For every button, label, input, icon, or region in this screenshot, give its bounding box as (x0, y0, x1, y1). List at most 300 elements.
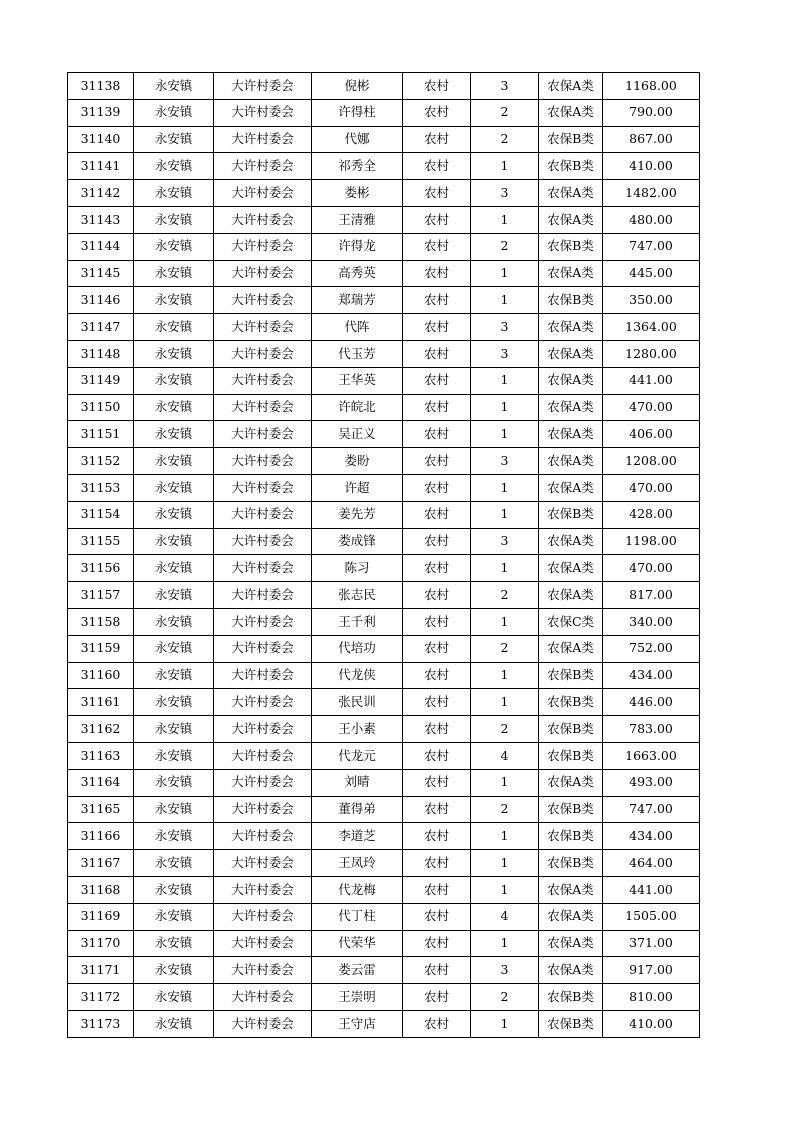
amount-cell: 790.00 (603, 99, 700, 126)
record-id-cell: 31157 (68, 582, 134, 609)
table-row (68, 769, 700, 796)
insurance-class-cell: 农保A类 (539, 260, 603, 287)
town-cell: 永安镇 (134, 582, 214, 609)
name-cell: 董得弟 (312, 796, 403, 823)
town-cell: 永安镇 (134, 126, 214, 153)
village-committee-cell: 大许村委会 (214, 314, 312, 341)
record-id-cell: 31145 (68, 260, 134, 287)
town-cell: 永安镇 (134, 662, 214, 689)
amount-cell: 747.00 (603, 796, 700, 823)
amount-cell: 350.00 (603, 287, 700, 314)
record-id-cell: 31169 (68, 903, 134, 930)
household-count-cell: 2 (471, 716, 539, 743)
town-cell: 永安镇 (134, 421, 214, 448)
name-cell: 代丁柱 (312, 903, 403, 930)
area-type-cell: 农村 (403, 796, 471, 823)
town-cell: 永安镇 (134, 769, 214, 796)
village-committee-cell: 大许村委会 (214, 769, 312, 796)
record-id-cell: 31170 (68, 930, 134, 957)
name-cell: 王千利 (312, 608, 403, 635)
village-committee-cell: 大许村委会 (214, 474, 312, 501)
table-row (68, 421, 700, 448)
town-cell: 永安镇 (134, 287, 214, 314)
table-row (68, 448, 700, 475)
amount-cell: 371.00 (603, 930, 700, 957)
town-cell: 永安镇 (134, 635, 214, 662)
name-cell: 许得柱 (312, 99, 403, 126)
table-row (68, 474, 700, 501)
roster-body (68, 73, 700, 1038)
area-type-cell: 农村 (403, 233, 471, 260)
record-id-cell: 31149 (68, 367, 134, 394)
household-count-cell: 4 (471, 903, 539, 930)
household-count-cell: 2 (471, 99, 539, 126)
household-count-cell: 1 (471, 930, 539, 957)
household-count-cell: 1 (471, 260, 539, 287)
area-type-cell: 农村 (403, 689, 471, 716)
table-row (68, 796, 700, 823)
table-row (68, 823, 700, 850)
table-row (68, 287, 700, 314)
amount-cell: 480.00 (603, 206, 700, 233)
amount-cell: 1364.00 (603, 314, 700, 341)
record-id-cell: 31153 (68, 474, 134, 501)
insurance-class-cell: 农保A类 (539, 314, 603, 341)
insurance-class-cell: 农保A类 (539, 206, 603, 233)
amount-cell: 1482.00 (603, 180, 700, 207)
name-cell: 许超 (312, 474, 403, 501)
area-type-cell: 农村 (403, 930, 471, 957)
village-committee-cell: 大许村委会 (214, 689, 312, 716)
insurance-class-cell: 农保A类 (539, 903, 603, 930)
table-row (68, 1010, 700, 1037)
area-type-cell: 农村 (403, 99, 471, 126)
name-cell: 陈习 (312, 555, 403, 582)
insurance-class-cell: 农保B类 (539, 233, 603, 260)
town-cell: 永安镇 (134, 501, 214, 528)
amount-cell: 464.00 (603, 850, 700, 877)
household-count-cell: 1 (471, 421, 539, 448)
village-committee-cell: 大许村委会 (214, 421, 312, 448)
name-cell: 王凤玲 (312, 850, 403, 877)
record-id-cell: 31138 (68, 73, 134, 100)
table-row (68, 73, 700, 100)
village-committee-cell: 大许村委会 (214, 528, 312, 555)
town-cell: 永安镇 (134, 180, 214, 207)
household-count-cell: 1 (471, 287, 539, 314)
village-committee-cell: 大许村委会 (214, 823, 312, 850)
village-committee-cell: 大许村委会 (214, 233, 312, 260)
table-row (68, 930, 700, 957)
household-count-cell: 2 (471, 233, 539, 260)
amount-cell: 441.00 (603, 367, 700, 394)
amount-cell: 428.00 (603, 501, 700, 528)
area-type-cell: 农村 (403, 662, 471, 689)
town-cell: 永安镇 (134, 394, 214, 421)
table-row (68, 340, 700, 367)
record-id-cell: 31148 (68, 340, 134, 367)
town-cell: 永安镇 (134, 1010, 214, 1037)
town-cell: 永安镇 (134, 742, 214, 769)
insurance-class-cell: 农保A类 (539, 528, 603, 555)
record-id-cell: 31162 (68, 716, 134, 743)
area-type-cell: 农村 (403, 340, 471, 367)
insurance-class-cell: 农保A类 (539, 73, 603, 100)
village-committee-cell: 大许村委会 (214, 367, 312, 394)
area-type-cell: 农村 (403, 260, 471, 287)
village-committee-cell: 大许村委会 (214, 608, 312, 635)
insurance-class-cell: 农保A类 (539, 930, 603, 957)
amount-cell: 446.00 (603, 689, 700, 716)
name-cell: 代玉芳 (312, 340, 403, 367)
village-committee-cell: 大许村委会 (214, 394, 312, 421)
household-count-cell: 3 (471, 314, 539, 341)
name-cell: 王清雅 (312, 206, 403, 233)
name-cell: 倪彬 (312, 73, 403, 100)
table-row (68, 662, 700, 689)
amount-cell: 783.00 (603, 716, 700, 743)
household-count-cell: 1 (471, 501, 539, 528)
record-id-cell: 31165 (68, 796, 134, 823)
village-committee-cell: 大许村委会 (214, 1010, 312, 1037)
amount-cell: 470.00 (603, 394, 700, 421)
town-cell: 永安镇 (134, 367, 214, 394)
household-count-cell: 3 (471, 528, 539, 555)
area-type-cell: 农村 (403, 823, 471, 850)
amount-cell: 1280.00 (603, 340, 700, 367)
insurance-class-cell: 农保A类 (539, 180, 603, 207)
record-id-cell: 31166 (68, 823, 134, 850)
household-count-cell: 2 (471, 126, 539, 153)
village-committee-cell: 大许村委会 (214, 99, 312, 126)
area-type-cell: 农村 (403, 501, 471, 528)
town-cell: 永安镇 (134, 903, 214, 930)
insurance-class-cell: 农保A类 (539, 421, 603, 448)
town-cell: 永安镇 (134, 260, 214, 287)
amount-cell: 470.00 (603, 555, 700, 582)
record-id-cell: 31147 (68, 314, 134, 341)
table-row (68, 501, 700, 528)
amount-cell: 1505.00 (603, 903, 700, 930)
town-cell: 永安镇 (134, 99, 214, 126)
village-committee-cell: 大许村委会 (214, 903, 312, 930)
town-cell: 永安镇 (134, 233, 214, 260)
area-type-cell: 农村 (403, 528, 471, 555)
town-cell: 永安镇 (134, 957, 214, 984)
table-row (68, 394, 700, 421)
amount-cell: 410.00 (603, 153, 700, 180)
amount-cell: 434.00 (603, 662, 700, 689)
village-committee-cell: 大许村委会 (214, 582, 312, 609)
table-row (68, 957, 700, 984)
table-row (68, 716, 700, 743)
household-count-cell: 1 (471, 206, 539, 233)
town-cell: 永安镇 (134, 340, 214, 367)
name-cell: 张志民 (312, 582, 403, 609)
name-cell: 祁秀全 (312, 153, 403, 180)
amount-cell: 493.00 (603, 769, 700, 796)
household-count-cell: 1 (471, 850, 539, 877)
town-cell: 永安镇 (134, 716, 214, 743)
village-committee-cell: 大许村委会 (214, 206, 312, 233)
record-id-cell: 31163 (68, 742, 134, 769)
name-cell: 王华英 (312, 367, 403, 394)
record-id-cell: 31158 (68, 608, 134, 635)
household-count-cell: 1 (471, 555, 539, 582)
record-id-cell: 31167 (68, 850, 134, 877)
household-count-cell: 2 (471, 984, 539, 1011)
record-id-cell: 31159 (68, 635, 134, 662)
name-cell: 代娜 (312, 126, 403, 153)
household-count-cell: 3 (471, 957, 539, 984)
amount-cell: 917.00 (603, 957, 700, 984)
record-id-cell: 31171 (68, 957, 134, 984)
insurance-class-cell: 农保B类 (539, 689, 603, 716)
village-committee-cell: 大许村委会 (214, 957, 312, 984)
insurance-class-cell: 农保A类 (539, 555, 603, 582)
name-cell: 代培功 (312, 635, 403, 662)
town-cell: 永安镇 (134, 474, 214, 501)
insurance-class-cell: 农保A类 (539, 394, 603, 421)
amount-cell: 1198.00 (603, 528, 700, 555)
name-cell: 张民训 (312, 689, 403, 716)
amount-cell: 747.00 (603, 233, 700, 260)
village-committee-cell: 大许村委会 (214, 984, 312, 1011)
insurance-class-cell: 农保B类 (539, 126, 603, 153)
household-count-cell: 3 (471, 448, 539, 475)
household-count-cell: 2 (471, 582, 539, 609)
table-row (68, 635, 700, 662)
town-cell: 永安镇 (134, 528, 214, 555)
area-type-cell: 农村 (403, 635, 471, 662)
insurance-class-cell: 农保C类 (539, 608, 603, 635)
record-id-cell: 31141 (68, 153, 134, 180)
record-id-cell: 31146 (68, 287, 134, 314)
town-cell: 永安镇 (134, 448, 214, 475)
insurance-class-cell: 农保B类 (539, 850, 603, 877)
village-committee-cell: 大许村委会 (214, 635, 312, 662)
town-cell: 永安镇 (134, 984, 214, 1011)
insurance-class-cell: 农保B类 (539, 796, 603, 823)
table-row (68, 582, 700, 609)
area-type-cell: 农村 (403, 367, 471, 394)
household-count-cell: 1 (471, 474, 539, 501)
record-id-cell: 31161 (68, 689, 134, 716)
town-cell: 永安镇 (134, 314, 214, 341)
area-type-cell: 农村 (403, 555, 471, 582)
name-cell: 高秀英 (312, 260, 403, 287)
name-cell: 姜先芳 (312, 501, 403, 528)
area-type-cell: 农村 (403, 1010, 471, 1037)
town-cell: 永安镇 (134, 876, 214, 903)
insurance-class-cell: 农保B类 (539, 662, 603, 689)
insurance-class-cell: 农保B类 (539, 716, 603, 743)
name-cell: 娄盼 (312, 448, 403, 475)
table-row (68, 742, 700, 769)
table-row (68, 367, 700, 394)
name-cell: 娄云雷 (312, 957, 403, 984)
area-type-cell: 农村 (403, 394, 471, 421)
household-count-cell: 2 (471, 796, 539, 823)
record-id-cell: 31151 (68, 421, 134, 448)
record-id-cell: 31140 (68, 126, 134, 153)
area-type-cell: 农村 (403, 448, 471, 475)
name-cell: 王小素 (312, 716, 403, 743)
record-id-cell: 31156 (68, 555, 134, 582)
name-cell: 代龙侠 (312, 662, 403, 689)
insurance-class-cell: 农保B类 (539, 501, 603, 528)
record-id-cell: 31154 (68, 501, 134, 528)
name-cell: 许皖北 (312, 394, 403, 421)
household-count-cell: 1 (471, 1010, 539, 1037)
record-id-cell: 31164 (68, 769, 134, 796)
insurance-class-cell: 农保B类 (539, 287, 603, 314)
household-count-cell: 3 (471, 340, 539, 367)
amount-cell: 441.00 (603, 876, 700, 903)
area-type-cell: 农村 (403, 984, 471, 1011)
amount-cell: 1663.00 (603, 742, 700, 769)
record-id-cell: 31173 (68, 1010, 134, 1037)
area-type-cell: 农村 (403, 153, 471, 180)
table-row (68, 233, 700, 260)
village-committee-cell: 大许村委会 (214, 287, 312, 314)
name-cell: 代龙梅 (312, 876, 403, 903)
household-count-cell: 3 (471, 73, 539, 100)
table-row (68, 180, 700, 207)
area-type-cell: 农村 (403, 206, 471, 233)
name-cell: 王崇明 (312, 984, 403, 1011)
area-type-cell: 农村 (403, 73, 471, 100)
town-cell: 永安镇 (134, 555, 214, 582)
village-committee-cell: 大许村委会 (214, 501, 312, 528)
insurance-class-cell: 农保A类 (539, 340, 603, 367)
village-committee-cell: 大许村委会 (214, 153, 312, 180)
village-committee-cell: 大许村委会 (214, 716, 312, 743)
name-cell: 娄成锋 (312, 528, 403, 555)
record-id-cell: 31160 (68, 662, 134, 689)
insurance-class-cell: 农保B类 (539, 984, 603, 1011)
record-id-cell: 31143 (68, 206, 134, 233)
insurance-class-cell: 农保A类 (539, 769, 603, 796)
village-committee-cell: 大许村委会 (214, 260, 312, 287)
area-type-cell: 农村 (403, 180, 471, 207)
insurance-class-cell: 农保A类 (539, 367, 603, 394)
table-row (68, 260, 700, 287)
household-count-cell: 3 (471, 180, 539, 207)
area-type-cell: 农村 (403, 126, 471, 153)
amount-cell: 340.00 (603, 608, 700, 635)
village-committee-cell: 大许村委会 (214, 876, 312, 903)
insurance-class-cell: 农保A类 (539, 99, 603, 126)
area-type-cell: 农村 (403, 957, 471, 984)
name-cell: 李道芝 (312, 823, 403, 850)
area-type-cell: 农村 (403, 850, 471, 877)
village-committee-cell: 大许村委会 (214, 662, 312, 689)
area-type-cell: 农村 (403, 769, 471, 796)
record-id-cell: 31150 (68, 394, 134, 421)
record-id-cell: 31152 (68, 448, 134, 475)
table-row (68, 555, 700, 582)
name-cell: 郑瑞芳 (312, 287, 403, 314)
town-cell: 永安镇 (134, 689, 214, 716)
amount-cell: 867.00 (603, 126, 700, 153)
household-count-cell: 1 (471, 367, 539, 394)
area-type-cell: 农村 (403, 742, 471, 769)
insurance-class-cell: 农保A类 (539, 582, 603, 609)
household-count-cell: 1 (471, 876, 539, 903)
amount-cell: 410.00 (603, 1010, 700, 1037)
area-type-cell: 农村 (403, 287, 471, 314)
town-cell: 永安镇 (134, 608, 214, 635)
area-type-cell: 农村 (403, 876, 471, 903)
household-count-cell: 1 (471, 769, 539, 796)
village-committee-cell: 大许村委会 (214, 126, 312, 153)
insurance-class-cell: 农保A类 (539, 448, 603, 475)
insurance-class-cell: 农保B类 (539, 1010, 603, 1037)
village-committee-cell: 大许村委会 (214, 850, 312, 877)
household-count-cell: 1 (471, 689, 539, 716)
insurance-class-cell: 农保B类 (539, 153, 603, 180)
amount-cell: 1208.00 (603, 448, 700, 475)
name-cell: 代阵 (312, 314, 403, 341)
name-cell: 王守店 (312, 1010, 403, 1037)
insurance-class-cell: 农保B类 (539, 823, 603, 850)
town-cell: 永安镇 (134, 73, 214, 100)
household-count-cell: 1 (471, 823, 539, 850)
record-id-cell: 31155 (68, 528, 134, 555)
amount-cell: 817.00 (603, 582, 700, 609)
name-cell: 许得龙 (312, 233, 403, 260)
table-row (68, 314, 700, 341)
table-row (68, 850, 700, 877)
village-committee-cell: 大许村委会 (214, 555, 312, 582)
amount-cell: 434.00 (603, 823, 700, 850)
table-row (68, 689, 700, 716)
table-row (68, 528, 700, 555)
table-row (68, 984, 700, 1011)
amount-cell: 810.00 (603, 984, 700, 1011)
table-row (68, 903, 700, 930)
insurance-class-cell: 农保B类 (539, 742, 603, 769)
name-cell: 刘晴 (312, 769, 403, 796)
name-cell: 代龙元 (312, 742, 403, 769)
village-committee-cell: 大许村委会 (214, 180, 312, 207)
household-count-cell: 1 (471, 153, 539, 180)
name-cell: 娄彬 (312, 180, 403, 207)
table-row (68, 126, 700, 153)
town-cell: 永安镇 (134, 796, 214, 823)
village-committee-cell: 大许村委会 (214, 340, 312, 367)
amount-cell: 406.00 (603, 421, 700, 448)
area-type-cell: 农村 (403, 314, 471, 341)
town-cell: 永安镇 (134, 850, 214, 877)
town-cell: 永安镇 (134, 153, 214, 180)
record-id-cell: 31168 (68, 876, 134, 903)
record-id-cell: 31172 (68, 984, 134, 1011)
town-cell: 永安镇 (134, 206, 214, 233)
amount-cell: 752.00 (603, 635, 700, 662)
amount-cell: 470.00 (603, 474, 700, 501)
name-cell: 吴正义 (312, 421, 403, 448)
area-type-cell: 农村 (403, 421, 471, 448)
table-row (68, 206, 700, 233)
table-row (68, 608, 700, 635)
area-type-cell: 农村 (403, 608, 471, 635)
area-type-cell: 农村 (403, 582, 471, 609)
record-id-cell: 31144 (68, 233, 134, 260)
insurance-class-cell: 农保A类 (539, 635, 603, 662)
village-committee-cell: 大许村委会 (214, 742, 312, 769)
